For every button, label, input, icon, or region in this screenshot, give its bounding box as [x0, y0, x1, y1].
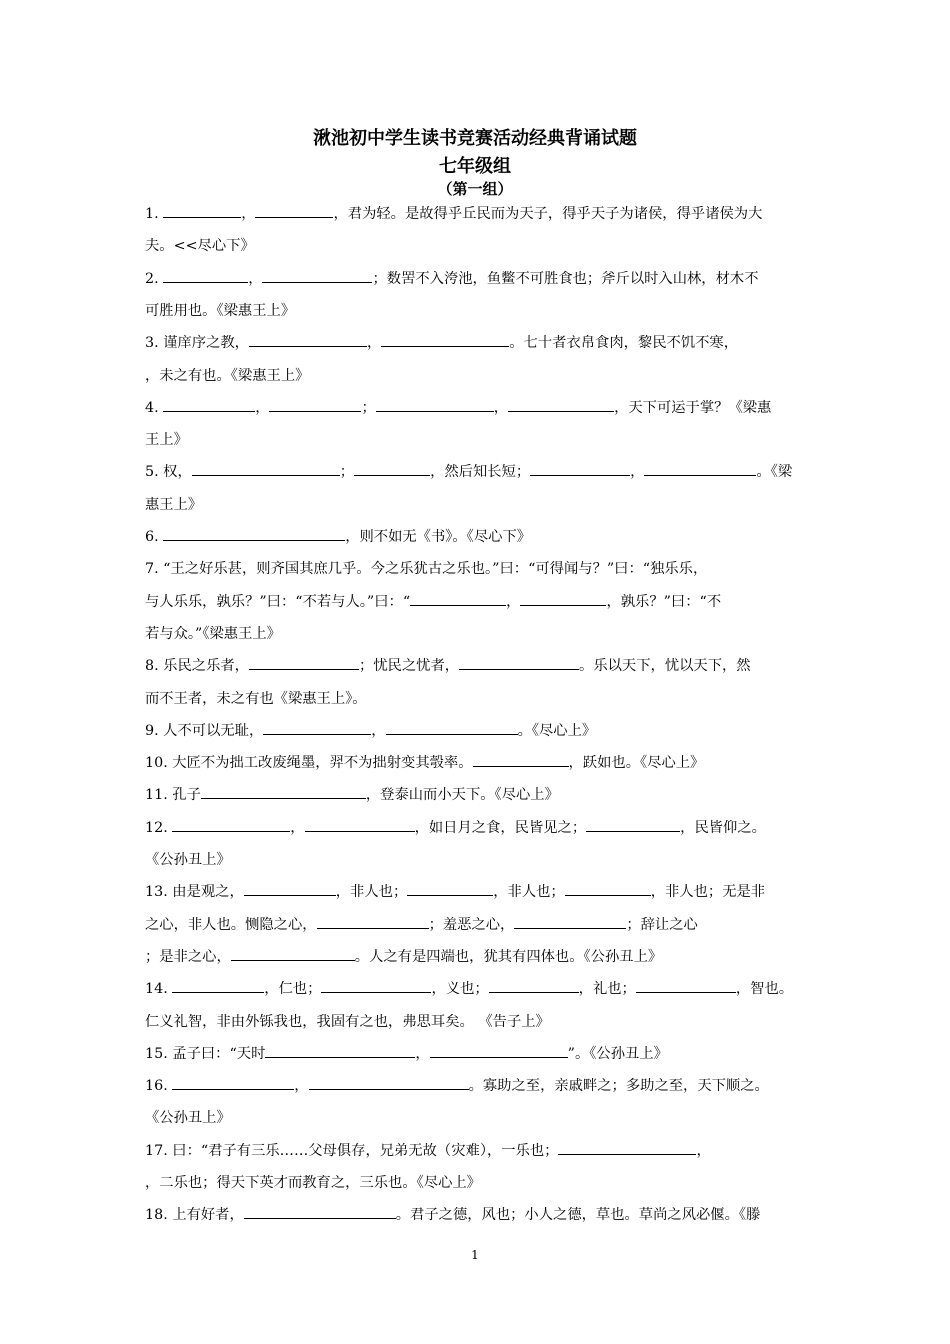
answer-blank[interactable] — [354, 462, 430, 476]
line-text: ，礼也； — [578, 981, 636, 998]
answer-blank[interactable] — [586, 818, 680, 832]
question-line — [145, 204, 810, 224]
line-text: 。《梁 — [756, 464, 793, 481]
line-text: 15. 孟子曰：“天时 — [145, 1045, 266, 1062]
question-line — [145, 495, 810, 515]
answer-blank[interactable] — [262, 269, 372, 283]
answer-blank[interactable] — [163, 398, 255, 412]
line-text: ； — [339, 464, 355, 481]
answer-blank[interactable] — [163, 204, 241, 218]
line-text: ， — [371, 722, 386, 739]
page-number: 1 — [471, 1248, 479, 1262]
line-text: ，义也； — [431, 981, 489, 998]
answer-blank[interactable] — [317, 915, 429, 929]
question-line — [145, 236, 810, 256]
line-text: ， — [290, 819, 305, 836]
question-line — [145, 527, 810, 547]
line-text: 仁义礼智，非由外铄我也，我固有之也，弗思耳矣。 《告子上》 — [145, 1013, 550, 1030]
line-text: ，非人也； — [493, 884, 565, 901]
question-line — [145, 301, 810, 321]
line-text: 而不王者，未之有也《梁惠王上》。 — [145, 690, 367, 707]
answer-blank[interactable] — [386, 721, 518, 735]
answer-blank[interactable] — [558, 1141, 696, 1155]
line-text: ，二乐也；得天下英才而教育之，三乐也。《尽心上》 — [145, 1175, 481, 1191]
line-text: 10. 大匠不为拙工改废绳墨，羿不为拙射变其彀率。 — [145, 755, 473, 772]
question-line — [145, 1141, 810, 1161]
question-line — [145, 1012, 810, 1032]
line-text: 8. 乐民之乐者， — [145, 658, 249, 675]
question-line — [145, 721, 810, 741]
line-text: ；羞恶之心， — [428, 916, 515, 933]
question-line — [145, 689, 810, 709]
question-line — [145, 366, 810, 386]
question-line — [145, 1108, 810, 1128]
line-text: 《公孙丑上》 — [145, 1110, 231, 1127]
answer-blank[interactable] — [249, 333, 367, 347]
question-line — [145, 947, 810, 967]
question-line — [145, 915, 810, 935]
line-text: 6. — [145, 529, 164, 545]
question-line — [145, 1076, 810, 1096]
line-text: 12. — [145, 819, 173, 836]
question-line — [145, 979, 810, 999]
line-text: ，然后知长短； — [430, 464, 531, 481]
line-text: ，未之有也。《梁惠王上》 — [145, 367, 310, 384]
line-text: 2. — [145, 270, 164, 287]
group-label: （第一组） — [437, 180, 513, 198]
question-line — [145, 462, 810, 482]
line-text: 。乐以天下，忧以天下，然 — [579, 658, 751, 675]
question-line — [145, 398, 810, 418]
answer-blank[interactable] — [381, 333, 509, 347]
line-text: ，如日月之食，民皆见之； — [414, 819, 587, 836]
question-line — [145, 1173, 810, 1193]
answer-blank[interactable] — [636, 979, 736, 993]
line-text: ，跃如也。《尽心上》 — [568, 755, 705, 772]
line-text: ，智也。 — [735, 981, 794, 998]
question-line — [145, 753, 810, 773]
line-text: ， — [493, 399, 509, 416]
line-text: 。《尽心上》 — [517, 722, 597, 739]
answer-blank[interactable] — [520, 592, 606, 606]
line-text: 《公孙丑上》 — [145, 852, 231, 868]
answer-blank[interactable] — [265, 1044, 415, 1058]
line-text: ”。《公孙丑上》 — [567, 1045, 668, 1062]
answer-blank[interactable] — [459, 656, 579, 670]
answer-blank[interactable] — [163, 527, 345, 541]
line-text: 17. 曰：“君子有三乐……父母俱存，兄弟无故（灾难），一乐也； — [145, 1142, 559, 1159]
question-line — [145, 430, 810, 450]
line-text: ；辞让之心 — [626, 916, 698, 933]
line-text: ， — [630, 464, 645, 481]
line-text: 惠王上》 — [145, 496, 203, 513]
line-text: 若与众。”《梁惠王上》 — [145, 625, 281, 642]
question-line — [145, 1044, 810, 1064]
question-line — [145, 882, 810, 902]
line-text: ， — [241, 206, 256, 222]
question-line — [145, 269, 810, 289]
line-text: ， — [366, 335, 382, 352]
answer-blank[interactable] — [530, 462, 630, 476]
line-text: 13. 由是观之， — [145, 884, 244, 901]
line-text: 16. — [145, 1078, 173, 1095]
line-text: ，孰乐？”曰：“不 — [606, 593, 722, 610]
line-text: ， — [294, 1078, 309, 1095]
line-text: ，非人也； — [335, 884, 408, 901]
line-text: 夫。<<尽心下》 — [145, 238, 255, 255]
answer-blank[interactable] — [244, 882, 336, 896]
line-text: 18. 上有好者， — [145, 1207, 244, 1224]
line-text: 1. — [145, 206, 164, 222]
answer-blank[interactable] — [407, 882, 493, 896]
answer-blank[interactable] — [269, 398, 361, 412]
answer-blank[interactable] — [321, 979, 431, 993]
answer-blank[interactable] — [565, 882, 651, 896]
question-line — [145, 592, 810, 612]
answer-blank[interactable] — [305, 818, 415, 832]
answer-blank[interactable] — [430, 1044, 568, 1058]
answer-blank[interactable] — [172, 979, 264, 993]
answer-blank[interactable] — [163, 269, 248, 283]
answer-blank[interactable] — [508, 398, 614, 412]
answer-blank[interactable] — [410, 592, 506, 606]
answer-blank[interactable] — [255, 204, 333, 218]
answer-blank[interactable] — [172, 818, 290, 832]
answer-blank[interactable] — [514, 915, 626, 929]
question-line — [145, 624, 810, 644]
line-text: 。寡助之至，亲戚畔之；多助之至，天下顺之。 — [468, 1078, 769, 1095]
answer-blank[interactable] — [249, 656, 359, 670]
question-line — [145, 1205, 810, 1225]
question-line — [145, 559, 810, 579]
line-text: 4. — [145, 399, 164, 416]
line-text: 之心，非人也。恻隐之心， — [145, 916, 317, 933]
answer-blank[interactable] — [263, 721, 371, 735]
line-text: 。人之有是四端也，犹其有四体也。《公孙丑上》 — [354, 948, 663, 965]
answer-blank[interactable] — [231, 947, 355, 961]
answer-blank[interactable] — [376, 398, 494, 412]
line-text: ，登泰山而小天下。《尽心上》 — [365, 787, 559, 804]
line-text: ；数罟不入洿池，鱼鳖不可胜食也；斧斤以时入山林，材木不 — [372, 270, 759, 287]
document-subtitle: 七年级组 — [439, 156, 511, 177]
line-text: ， — [255, 399, 270, 416]
answer-blank[interactable] — [172, 1076, 294, 1090]
line-text: ， — [506, 593, 521, 610]
line-text: ，非人也；无是非 — [650, 884, 766, 901]
line-text: ，民皆仰之。 — [680, 819, 766, 836]
line-text: ； — [361, 399, 376, 416]
line-text: 11. 孔子 — [145, 787, 201, 804]
question-line — [145, 333, 810, 353]
line-text: ， — [415, 1045, 430, 1062]
line-text: ， — [248, 270, 263, 287]
answer-blank[interactable] — [473, 753, 569, 767]
line-text: ， — [696, 1142, 711, 1159]
answer-blank[interactable] — [309, 1076, 469, 1090]
line-text: ；是非之心， — [145, 948, 231, 965]
line-text: 王上》 — [145, 432, 188, 449]
line-text: ，仁也； — [264, 981, 322, 998]
line-text: 9. 人不可以无耻， — [145, 722, 264, 739]
answer-blank[interactable] — [201, 785, 366, 799]
answer-blank[interactable] — [244, 1205, 396, 1219]
question-line — [145, 785, 810, 805]
line-text: 14. — [145, 981, 173, 998]
line-text: 可胜用也。《梁惠王上》 — [145, 302, 296, 319]
line-text: ，则不如无《书》。《尽心下》 — [345, 529, 532, 545]
document-title: 湫池初中学生读书竞赛活动经典背诵试题 — [313, 128, 637, 149]
line-text: 与人乐乐，孰乐？”曰：“不若与人。”曰：“ — [145, 593, 411, 610]
line-text: 5. 权， — [145, 464, 192, 481]
line-text: ，君为轻。是故得乎丘民而为天子，得乎天子为诸侯，得乎诸侯为大 — [333, 206, 763, 222]
question-line — [145, 656, 810, 676]
line-text: ，天下可运于掌？《梁惠 — [614, 399, 772, 416]
line-text: ；忧民之忧者， — [358, 658, 460, 675]
answer-blank[interactable] — [489, 979, 579, 993]
question-line — [145, 818, 810, 838]
answer-blank[interactable] — [192, 462, 340, 476]
line-text: 3. 谨庠序之教， — [145, 335, 249, 352]
question-line — [145, 850, 810, 870]
line-text: 7. “王之好乐甚，则齐国其庶几乎。今之乐犹古之乐也。”曰：“可得闻与？”曰：“独乐乐， — [145, 561, 708, 578]
line-text: 。七十者衣帛食肉，黎民不饥不寒， — [509, 335, 739, 352]
line-text: 。君子之德，风也；小人之德，草也。草尚之风必偃。《滕 — [395, 1207, 761, 1224]
answer-blank[interactable] — [644, 462, 756, 476]
